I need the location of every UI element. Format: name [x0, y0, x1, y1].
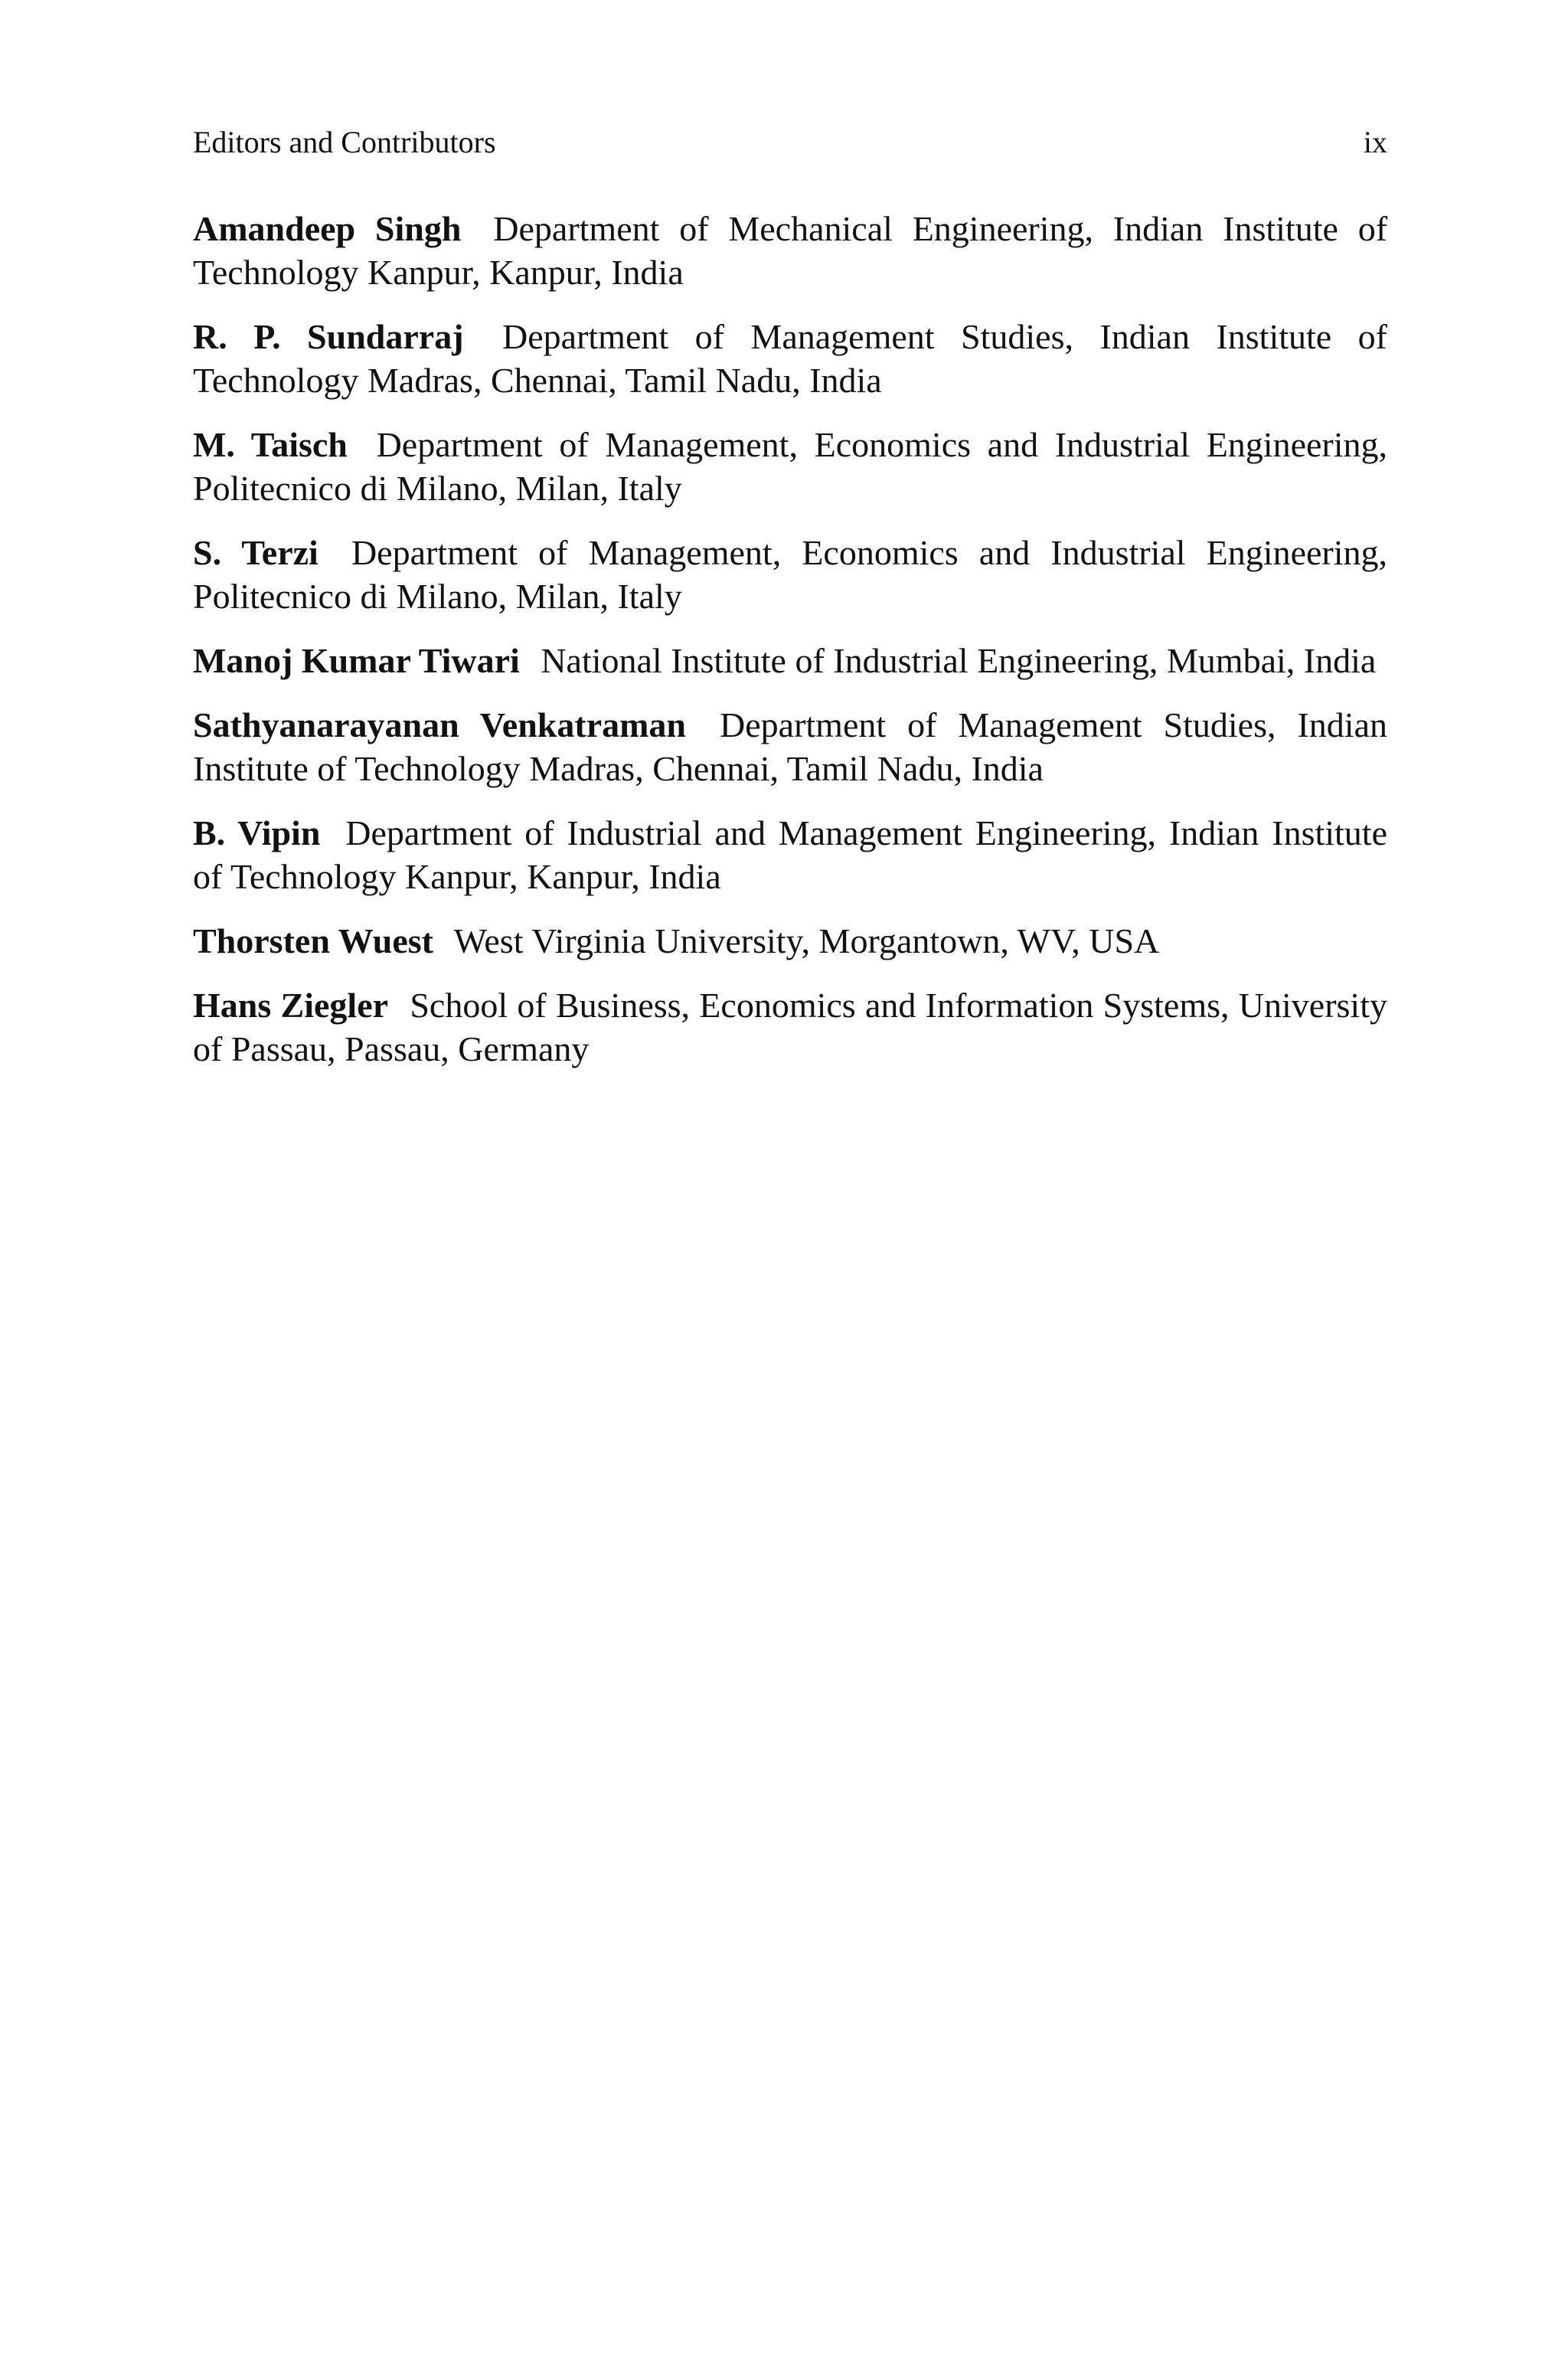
contributor-entry [193, 811, 1387, 898]
contributor-name: B. Vipin [193, 813, 321, 852]
contributor-name: Amandeep Singh [193, 209, 462, 248]
contributor-affiliation: National Institute of Industrial Engineering, Mumbai, India [541, 641, 1377, 680]
contributor-name: Manoj Kumar Tiwari [193, 641, 520, 680]
contributor-name: Thorsten Wuest [193, 921, 433, 960]
contributor-name: Sathyanarayanan Venkatraman [193, 705, 687, 744]
contributor-affiliation: West Virginia University, Morgantown, WV, USA [453, 921, 1160, 960]
page-number: ix [1363, 125, 1387, 159]
section-title: Editors and Contributors [193, 125, 496, 159]
contributor-entry [193, 919, 1387, 963]
contributor-affiliation: Department of Management Studies, Indian Institute of Technology Madras, Chennai, Tamil Nadu, India [193, 317, 1387, 400]
contributor-entry [193, 703, 1387, 790]
contributor-entry [193, 207, 1387, 294]
contributor-affiliation: Department of Management Studies, Indian Institute of Technology Madras, Chennai, Tamil Nadu, India [193, 705, 1387, 788]
contributor-affiliation: School of Business, Economics and Information Systems, University of Passau, Passau, Germany [193, 986, 1387, 1068]
contributor-name: M. Taisch [193, 425, 348, 464]
contributor-list [193, 207, 1387, 1091]
contributor-affiliation: Department of Mechanical Engineering, Indian Institute of Technology Kanpur, Kanpur, India [193, 209, 1388, 292]
contributor-entry [193, 639, 1387, 682]
contributor-entry [193, 423, 1387, 510]
contributor-affiliation: Department of Management, Economics and Industrial Engineering, Politecnico di Milano, Milan, Italy [193, 533, 1387, 616]
running-head [193, 123, 1387, 162]
contributor-affiliation: Department of Industrial and Management Engineering, Indian Institute of Technology Kanpur, Kanpur, India [193, 813, 1388, 896]
contributor-entry [193, 315, 1387, 402]
contributor-name: Hans Ziegler [193, 986, 389, 1025]
contributor-name: R. P. Sundarraj [193, 317, 464, 356]
contributor-entry [193, 531, 1387, 618]
contributor-affiliation: Department of Management, Economics and Industrial Engineering, Politecnico di Milano, Milan, Italy [193, 425, 1388, 508]
contributor-entry [193, 983, 1387, 1071]
contributor-name: S. Terzi [193, 533, 318, 572]
